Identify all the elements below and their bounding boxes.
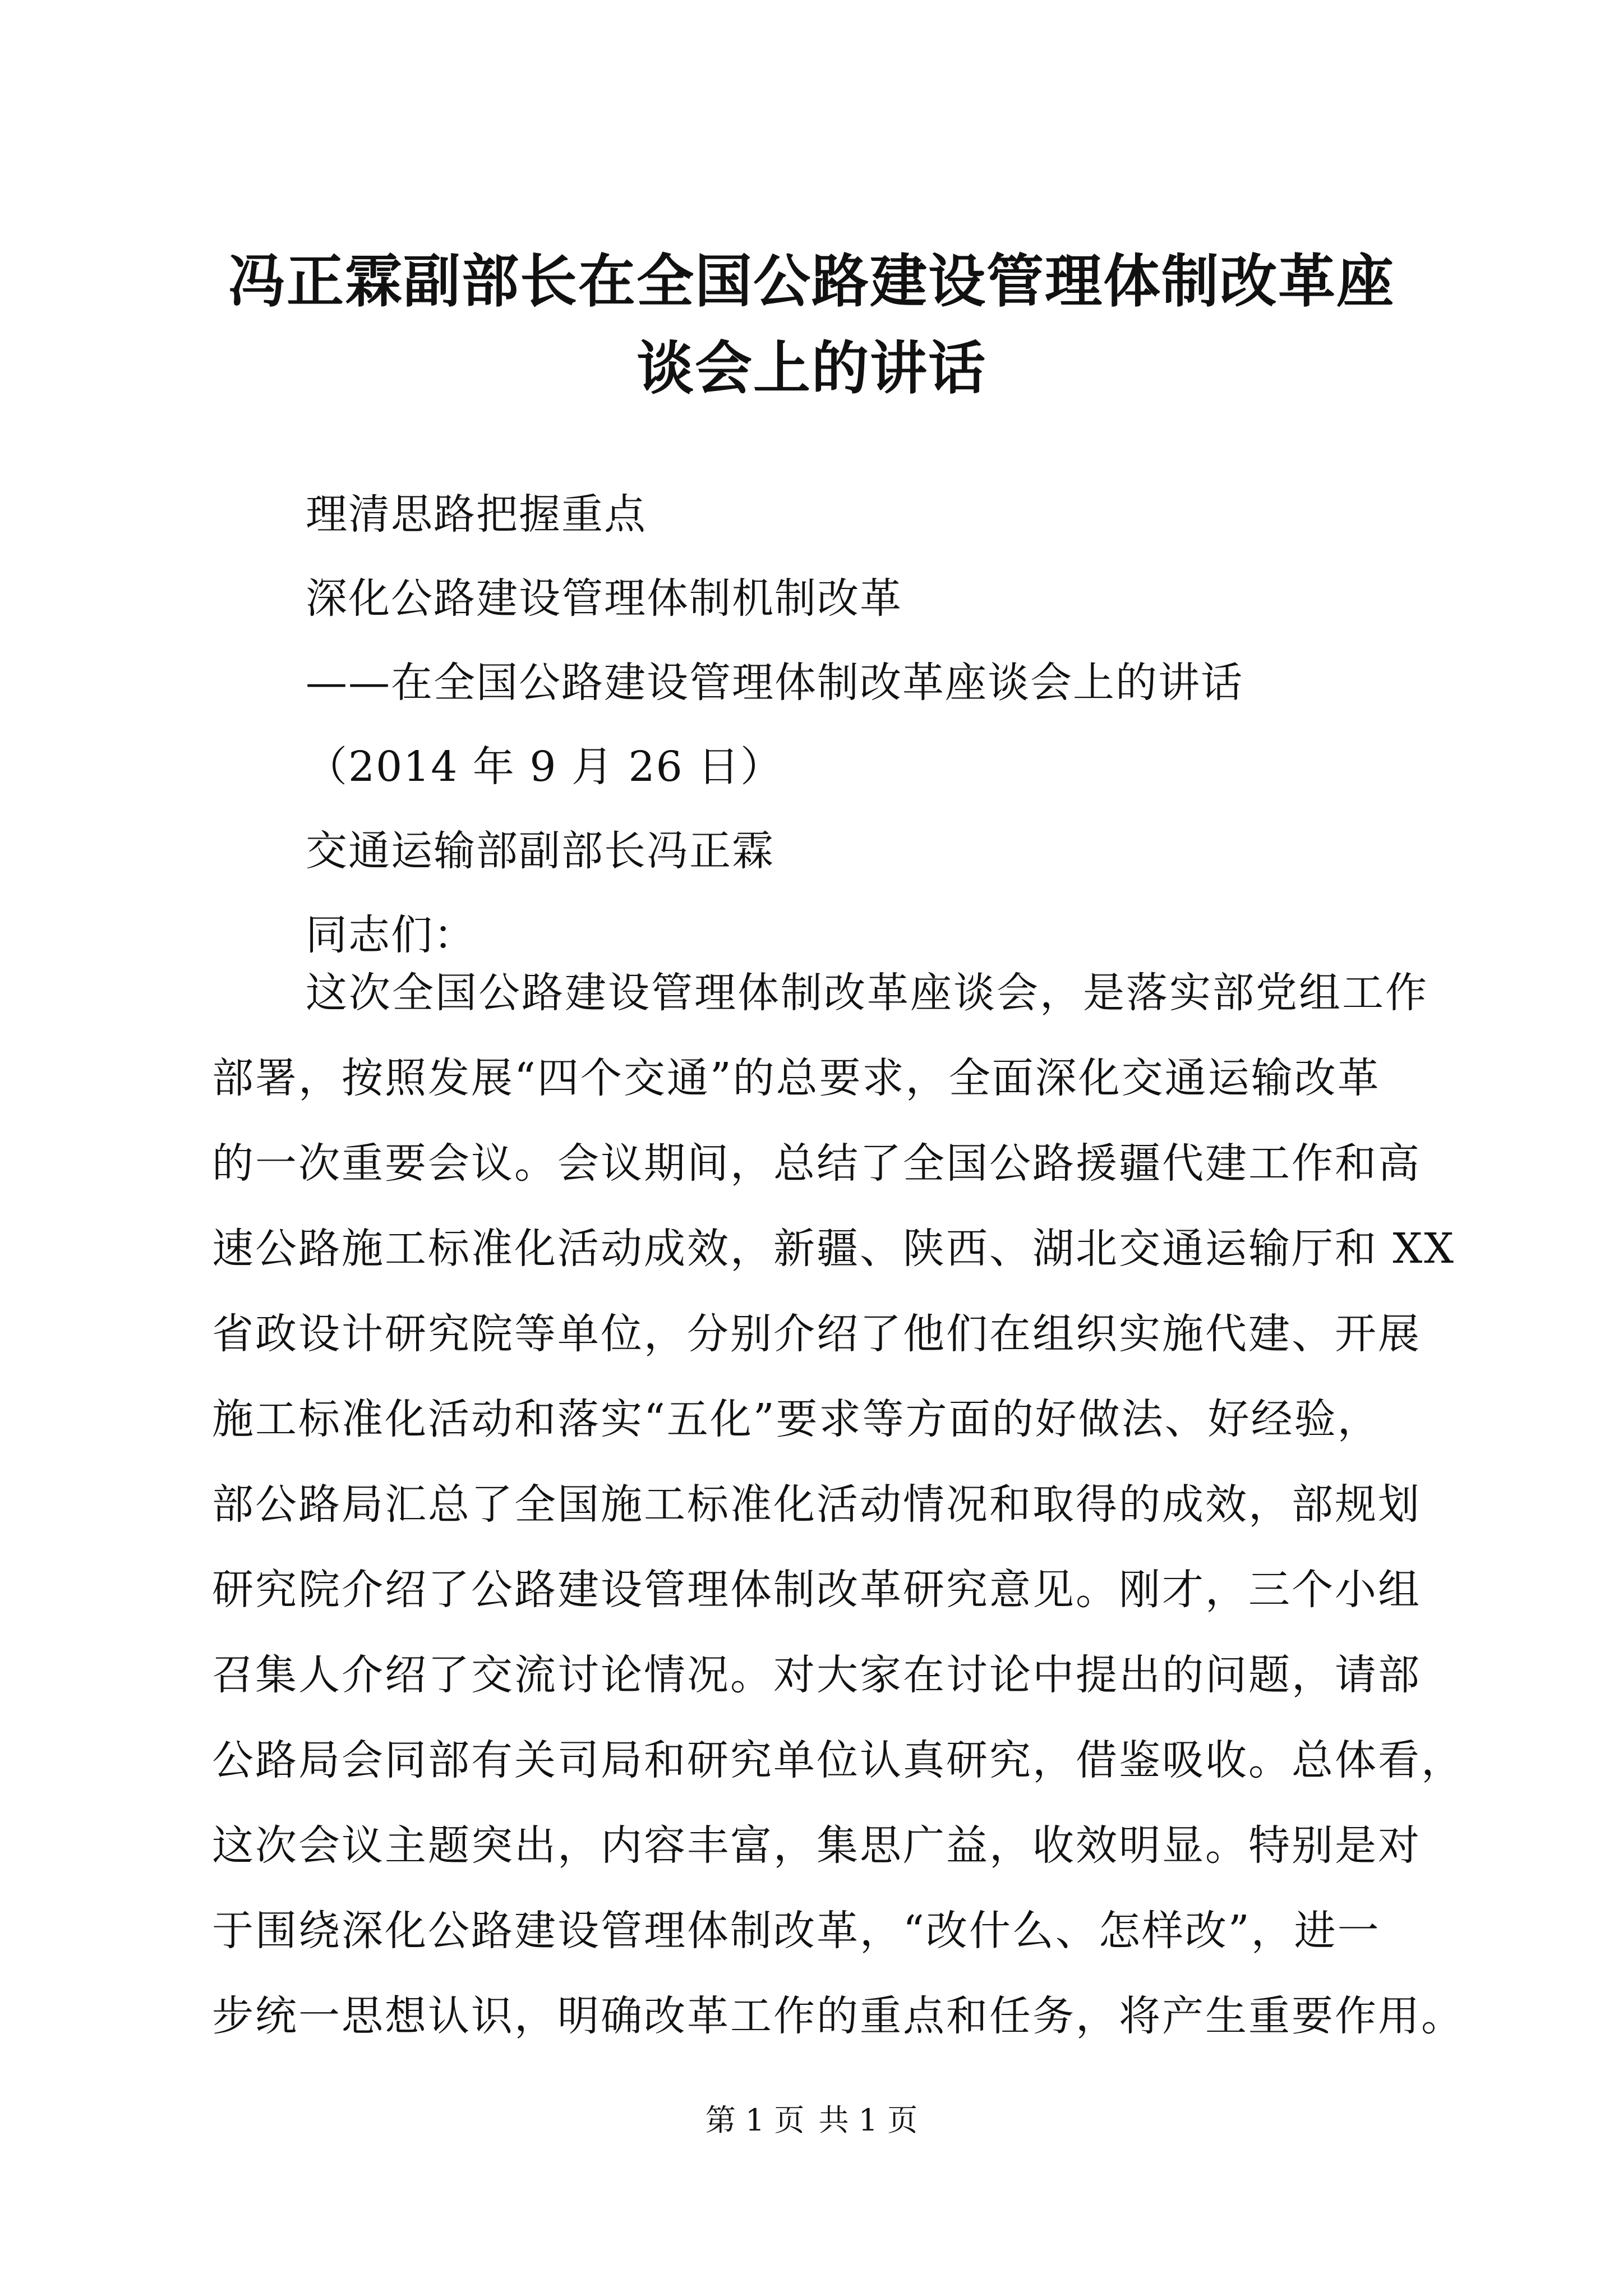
body-line: 省政设计研究院等单位，分别介绍了他们在组织实施代建、开展 xyxy=(212,1310,1421,1358)
body-line: 公路局会同部有关司局和研究单位认真研究，借鉴吸收。总体看， xyxy=(212,1736,1464,1784)
body-line: 召集人介绍了交流讨论情况。对大家在讨论中提出的问题，请部 xyxy=(212,1651,1421,1699)
speaker-line: 交通运输部副部长冯正霖 xyxy=(306,827,774,875)
body-line: 步统一思想认识，明确改革工作的重点和任务，将产生重要作用。 xyxy=(212,1992,1464,2040)
body-line: 这次会议主题突出，内容丰富，集思广益，收效明显。特别是对 xyxy=(212,1821,1421,1870)
salutation: 同志们： xyxy=(306,911,476,959)
speech-occasion: ——在全国公路建设管理体制改革座谈会上的讲话 xyxy=(306,659,1243,707)
body-line: 的一次重要会议。会议期间，总结了全国公路援疆代建工作和高 xyxy=(212,1139,1421,1188)
page-footer xyxy=(0,2098,1623,2143)
body-line: 于围绕深化公路建设管理体制改革，“改什么、怎样改”，进一 xyxy=(212,1907,1381,1955)
speech-date: （2014 年 9 月 26 日） xyxy=(306,743,783,791)
header-block xyxy=(306,472,1427,977)
body-line: 部署，按照发展“四个交通”的总要求，全面深化交通运输改革 xyxy=(212,1054,1381,1102)
page-number: 第 1 页 xyxy=(705,2102,805,2138)
subtitle-line-1: 理清思路把握重点 xyxy=(306,490,647,539)
body-line: 这次全国公路建设管理体制改革座谈会，是落实部党组工作 xyxy=(306,969,1428,1017)
document-title xyxy=(185,238,1438,412)
body-line: 研究院介绍了公路建设管理体制改革研究意见。刚才，三个小组 xyxy=(212,1566,1421,1614)
body-line: 部公路局汇总了全国施工标准化活动情况和取得的成效，部规划 xyxy=(212,1480,1421,1529)
title-line-2: 谈会上的讲话 xyxy=(637,335,986,402)
page-total: 共 1 页 xyxy=(818,2102,918,2138)
title-line-1: 冯正霖副部长在全国公路建设管理体制改革座 xyxy=(228,248,1395,315)
body-line: 施工标准化活动和落实“五化”要求等方面的好做法、好经验， xyxy=(212,1395,1381,1443)
body-paragraph xyxy=(212,950,1464,2059)
body-line: 速公路施工标准化活动成效，新疆、陕西、湖北交通运输厅和 XX xyxy=(212,1225,1455,1273)
subtitle-line-2: 深化公路建设管理体制机制改革 xyxy=(306,574,902,623)
